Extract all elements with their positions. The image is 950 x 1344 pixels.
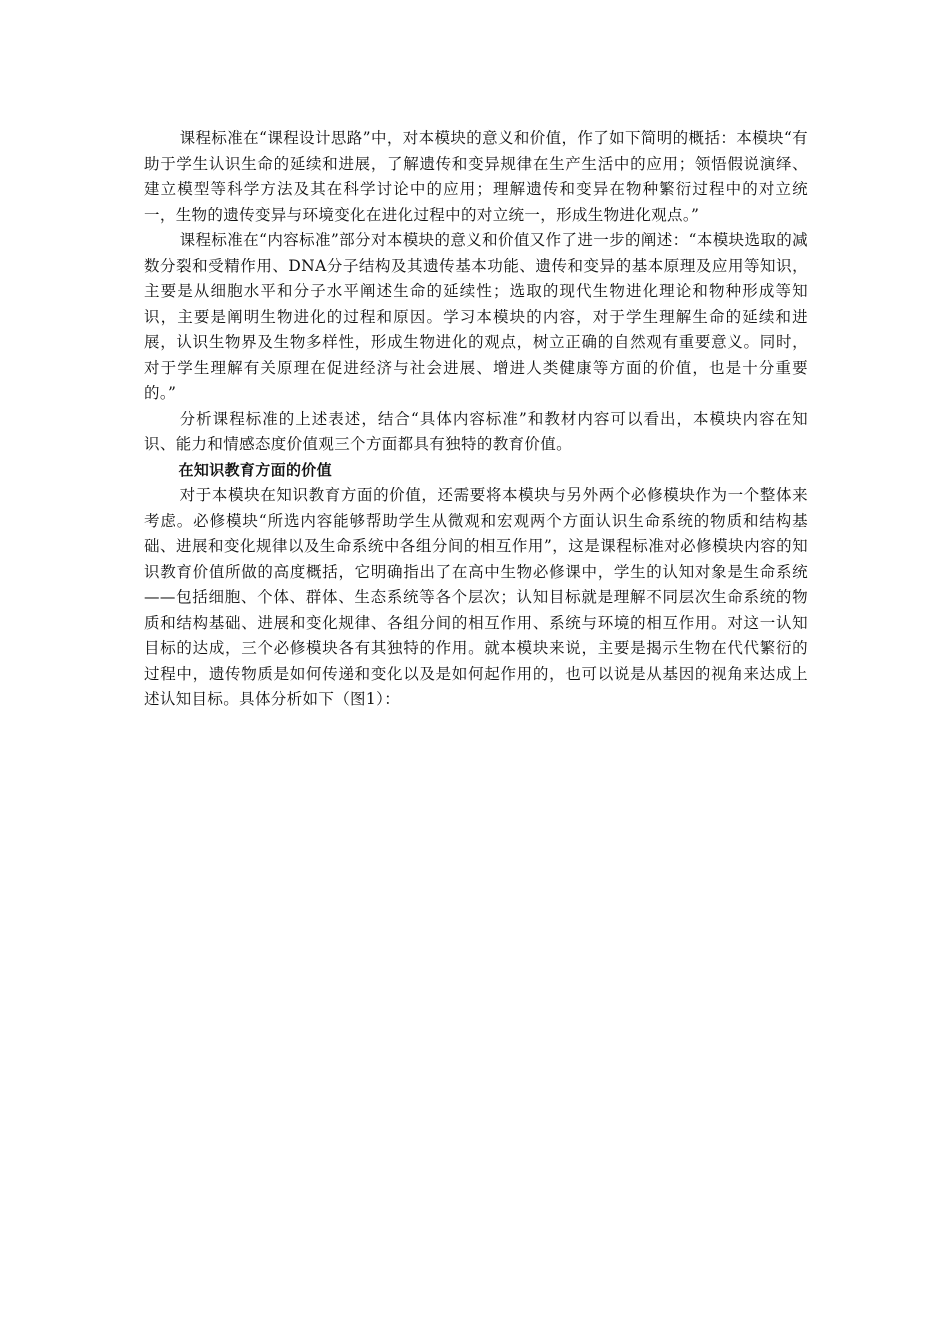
paragraph-knowledge-value: 对于本模块在知识教育方面的价值，还需要将本模块与另外两个必修模块作为一个整体来考虑。必修模块“所选内容能够帮助学生从微观和宏观两个方面认识生命系统的物质和结构基础、进展和变化规律以及生命系统中各组分间的相互作用”，这是课程标准对必修模块内容的知识教育价值所做的高度概括，它明确指出了在高中生物必修课中，学生的认知对象是生命系统——包括细胞、个体、群体、生态系统等各个层次；认知目标就是理解不同层次生命系统的物质和结构基础、进展和变化规律、各组分间的相互作用、系统与环境的相互作用。对这一认知目标的达成，三个必修模块各有其独特的作用。就本模块来说，主要是揭示生物在代代繁衍的过程中，遗传物质是如何传递和变化以及是如何起作用的，也可以说是从基因的视角来达成上述认知目标。具体分析如下（图1）： (144, 486, 808, 708)
paragraph-content-standard: 课程标准在“内容标准”部分对本模块的意义和价值又作了进一步的阐述：“本模块选取的减数分裂和受精作用、DNA分子结构及其遗传基本功能、遗传和变异的基本原理及应用等知识，主要是从细胞水平和分子水平阐述生命的延续性；选取的现代生物进化理论和物种形成等知识，主要是阐明生物进化的过程和原因。学习本模块的内容，对于学生理解生命的延续和进展，认识生物界及生物多样性，形成生物进化的观点，树立正确的自然观有重要意义。同时，对于学生理解有关原理在促进经济与社会进展、增进人类健康等方面的价值，也是十分重要的。” (144, 231, 808, 402)
section-heading: 在知识教育方面的价值 (178, 460, 333, 479)
paragraph-course-design: 课程标准在“课程设计思路”中，对本模块的意义和价值，作了如下简明的概括：本模块“有助于学生认识生命的延续和进展，了解遗传和变异规律在生产生活中的应用；领悟假说演绎、建立模型等科学方法及其在科学讨论中的应用；理解遗传和变异在物种繁衍过程中的对立统一，生物的遗传变异与环境变化在进化过程中的对立统一，形成生物进化观点。” (144, 129, 808, 224)
document-body (144, 126, 808, 713)
paragraph-analysis: 分析课程标准的上述表述，结合“具体内容标准”和教材内容可以看出，本模块内容在知识、能力和情感态度价值观三个方面都具有独特的教育价值。 (144, 409, 808, 453)
